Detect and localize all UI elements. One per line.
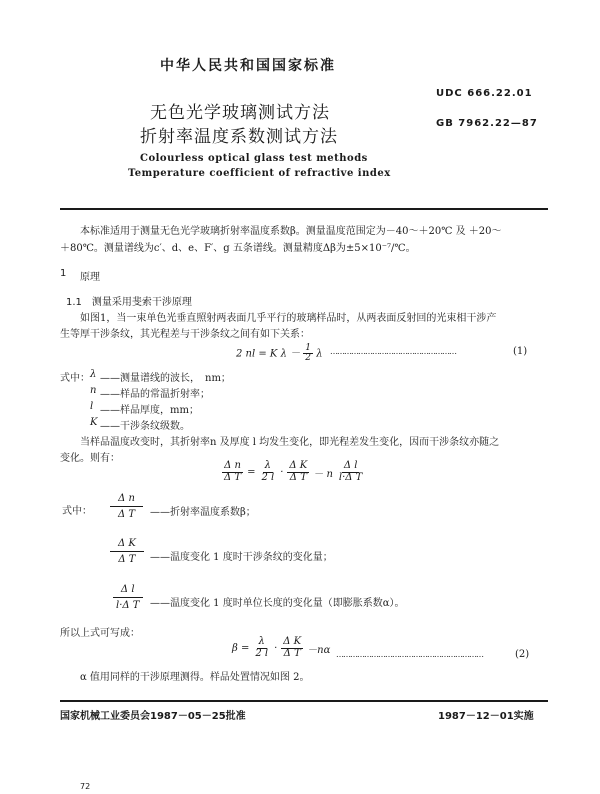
eq-mid-minus: － n [313, 468, 333, 480]
equation-1-lhs: 2 nl = K λ － [236, 348, 301, 360]
where-1-desc-3: ——干涉条纹级数。 [100, 421, 190, 432]
title-cn-1: 无色光学玻璃测试方法 [150, 103, 330, 123]
equation-2-tail: －nα [307, 644, 331, 656]
equation-1-denominator: 2 [305, 353, 312, 364]
section-1-1-heading: 1.1 测量采用斐索干涉原理 [66, 297, 192, 308]
udc-code: UDC 666.22.01 [436, 88, 533, 99]
equation-2-frac-2-den: Δ T [283, 647, 301, 659]
eq-mid-frac-1 [222, 461, 243, 483]
equation-2 [232, 637, 330, 659]
title-en-1: Colourless optical glass test methods [140, 153, 368, 164]
intro-line-1: 本标准适用于测量无色光学玻璃折射率温度系数β。测量温度范围定为－40～＋20℃ 及 ＋20～ [80, 226, 502, 237]
where-2-frac-0-num: Δ n [110, 493, 143, 507]
where-2-frac-2-den: l·Δ T [116, 600, 140, 611]
equation-2-frac-2 [281, 637, 303, 659]
equation-1-tag: (1) [513, 346, 528, 357]
eq-mid-frac-3-num: Δ K [289, 460, 308, 471]
equation-2-dot: · [274, 642, 278, 654]
gb-code: GB 7962.22—87 [436, 118, 538, 129]
where-2-frac-1-den: Δ T [118, 554, 136, 565]
change-para-1: 当样品温度改变时，其折射率n 及厚度 l 均发生变化，即光程差发生变化，因而干涉条纹亦随之 [80, 437, 500, 448]
equation-1-fraction [303, 344, 313, 364]
where-1-desc-0: ——测量谱线的波长， nm； [100, 373, 231, 384]
eq-mid-frac-1-num: Δ n [224, 460, 241, 471]
page-number: 72 [80, 782, 91, 791]
where-2-frac-1-num: Δ K [110, 538, 144, 552]
title-cn-2: 折射率温度系数测试方法 [140, 127, 338, 147]
equation-1-numerator: 1 [305, 343, 312, 353]
equation-2-lhs: β = [232, 642, 250, 654]
rewrite-text: 所以上式可写成： [60, 628, 140, 639]
equation-2-frac-1-num: λ [258, 636, 265, 647]
footer-rule [60, 700, 548, 702]
eq-mid-frac-4-den: l·Δ T [338, 471, 363, 483]
eq-mid-frac-2 [259, 461, 276, 483]
where-1-sym-1: n [90, 385, 97, 396]
section-1-1-para-2: 生等厚干涉条纹，其光程差与干涉条纹之间有如下关系： [60, 329, 310, 340]
where-1-sym-2: l [90, 401, 94, 412]
equation-2-tag: (2) [515, 649, 530, 660]
header-rule [60, 208, 548, 210]
eq-mid-frac-3-den: Δ T [289, 471, 307, 483]
where-2-frac-0-den: Δ T [118, 509, 136, 520]
where-2-frac-2 [108, 584, 147, 611]
intro-line-2: ＋80℃。测量谱线为c′、d、e、F′、g 五条谱线。测量精度Δβ为±5×10⁻⁷/℃。 [60, 243, 416, 254]
org-title: 中华人民共和国国家标准 [160, 58, 336, 74]
title-en-2: Temperature coefficient of refractive index [128, 168, 391, 179]
where-1-label: 式中： [60, 373, 90, 384]
eq-mid-frac-4 [337, 461, 364, 483]
section-1-title: 原理 [80, 272, 100, 283]
equation-1 [236, 344, 323, 364]
where-2-frac-1 [110, 538, 144, 565]
section-1-number: 1 [60, 268, 67, 279]
section-1-1-para-1: 如图1，当一束单色光垂直照射两表面几乎平行的玻璃样品时，从两表面反射回的光束相干涉产 [80, 313, 497, 324]
where-2-desc-2: ——温度变化 1 度时单位长度的变化量（即膨胀系数α）。 [150, 598, 405, 609]
eq-mid-dot: · [280, 466, 284, 478]
alpha-note: α 值用同样的干涉原理测得。样品处置情况如图 2。 [80, 672, 310, 683]
equation-1-tail: λ [316, 348, 323, 360]
where-2-desc-1: ——温度变化 1 度时干涉条纹的变化量； [150, 552, 333, 563]
eq-mid-frac-1-den: Δ T [224, 471, 242, 483]
where-2-label: 式中： [62, 506, 92, 517]
equation-2-leader: ……………………………………………………… [336, 650, 483, 659]
where-1-sym-0: λ [90, 369, 97, 380]
equation-2-frac-1 [253, 637, 270, 659]
change-para-2: 变化。则有： [60, 453, 120, 464]
approval-date: 国家机械工业委员会1987－05－25批准 [60, 711, 246, 722]
where-1-desc-1: ——样品的常温折射率； [100, 389, 210, 400]
equation-derivative [222, 461, 364, 483]
where-2-desc-0: ——折射率温度系数β； [150, 507, 256, 518]
equation-2-frac-1-den: 2 l [255, 647, 269, 659]
implementation-date: 1987－12－01实施 [438, 711, 534, 722]
equation-1-leader: ……………………………………………… [330, 347, 456, 356]
where-1-desc-2: ——样品厚度，mm； [100, 405, 199, 416]
eq-mid-frac-2-den: 2 l [261, 471, 275, 483]
eq-mid-frac-3 [287, 461, 309, 483]
eq-mid-frac-2-num: λ [264, 460, 272, 471]
equation-2-frac-2-num: Δ K [283, 636, 302, 647]
eq-mid-frac-4-num: Δ l [343, 460, 358, 471]
where-2-frac-0 [110, 493, 143, 520]
where-1-sym-3: K [90, 417, 98, 428]
where-2-frac-2-num: Δ l [113, 584, 143, 598]
eq-mid-equals: = [247, 466, 256, 478]
